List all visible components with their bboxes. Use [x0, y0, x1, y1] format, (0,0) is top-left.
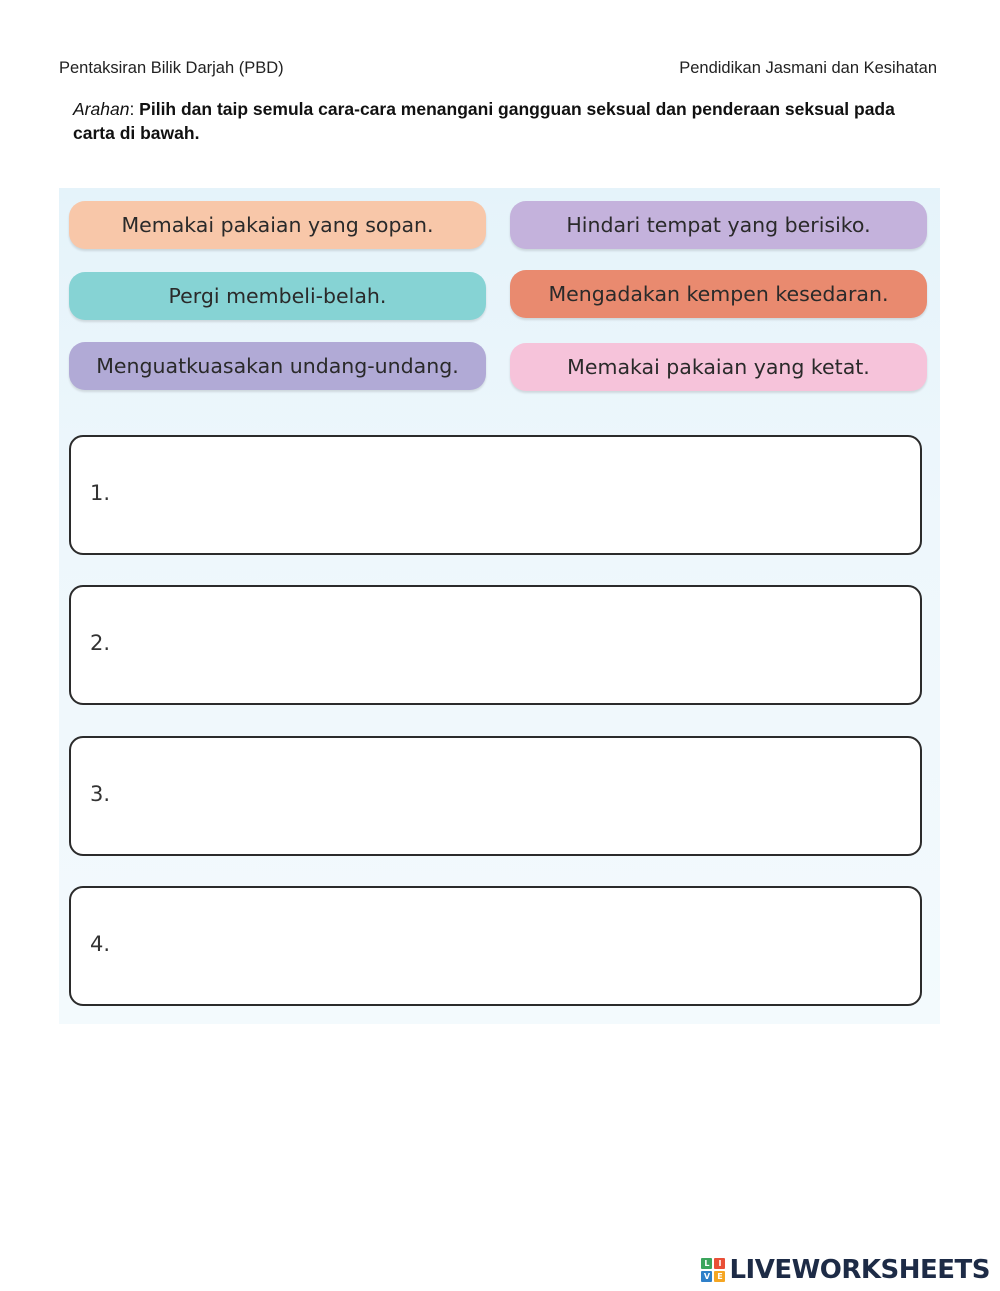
answer-input[interactable] [131, 457, 900, 533]
worksheet-panel [59, 188, 940, 1024]
option-chip[interactable]: Mengadakan kempen kesedaran. [510, 270, 927, 318]
answer-input[interactable] [131, 908, 900, 984]
answer-number: 1. [90, 481, 111, 505]
answer-input[interactable] [131, 758, 900, 834]
instruction-label: Arahan [73, 99, 130, 119]
answer-number: 3. [90, 782, 111, 806]
answer-input[interactable] [131, 607, 900, 683]
logo-tile: I [714, 1258, 725, 1269]
option-chip[interactable]: Menguatkuasakan undang-undang. [69, 342, 486, 390]
liveworksheets-icon [701, 1258, 725, 1282]
liveworksheets-logo [701, 1255, 990, 1285]
option-chip[interactable]: Hindari tempat yang berisiko. [510, 201, 927, 249]
logo-tile: E [714, 1271, 725, 1282]
option-chip[interactable]: Memakai pakaian yang sopan. [69, 201, 486, 249]
option-chip[interactable]: Pergi membeli-belah. [69, 272, 486, 320]
instruction: Arahan: Pilih dan taip semula cara-cara menangani gangguan seksual dan penderaan seksual pada carta di bawah. [73, 99, 895, 143]
logo-tile: L [701, 1258, 712, 1269]
answer-box [69, 886, 922, 1006]
header-left-title: Pentaksiran Bilik Darjah (PBD) [59, 59, 284, 77]
option-chip[interactable]: Memakai pakaian yang ketat. [510, 343, 927, 391]
answer-number: 2. [90, 631, 111, 655]
answer-box [69, 585, 922, 705]
logo-tile: V [701, 1271, 712, 1282]
instruction-text: Pilih dan taip semula cara-cara menangani gangguan seksual dan penderaan seksual pada carta di bawah. [73, 99, 895, 143]
header-right-subject: Pendidikan Jasmani dan Kesihatan [679, 59, 937, 77]
answer-number: 4. [90, 932, 111, 956]
answer-box [69, 435, 922, 555]
answer-box [69, 736, 922, 856]
brand-name: LIVEWORKSHEETS [729, 1255, 990, 1285]
